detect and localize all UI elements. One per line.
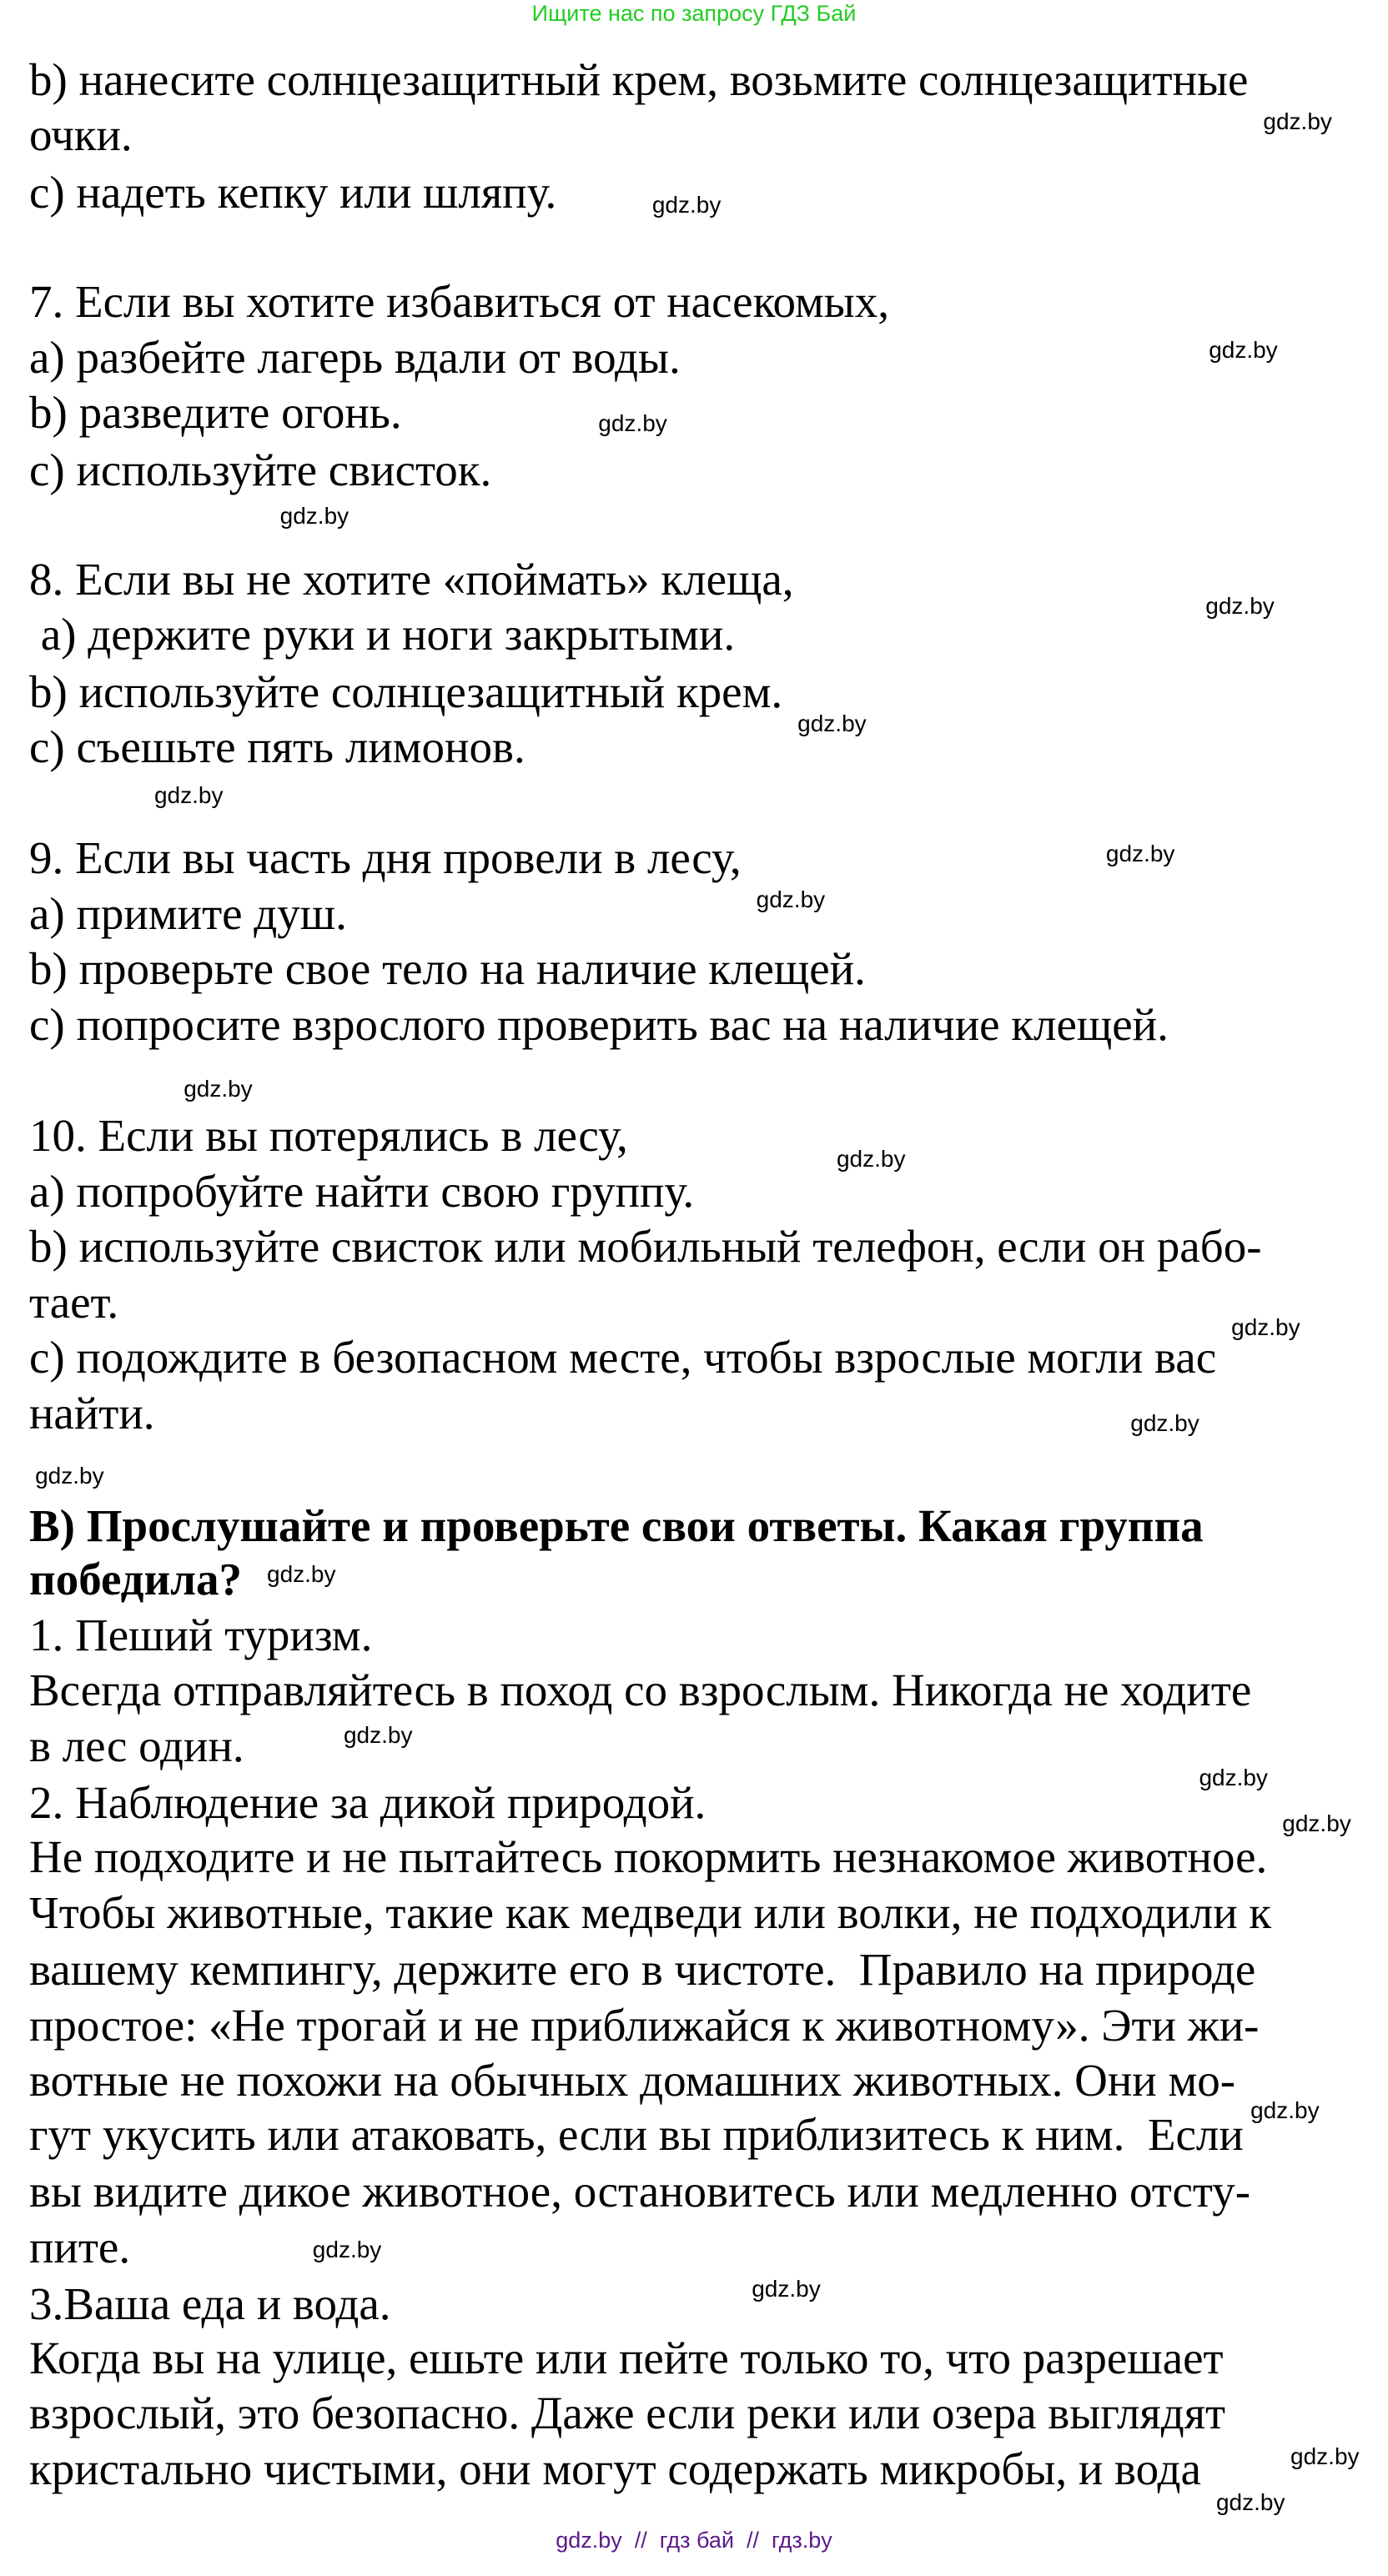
text-line: 10. Если вы потерялись в лесу, [29,1110,628,1162]
text-line: b) используйте свисток или мобильный телефон, если он рабо- [29,1221,1262,1273]
text-line: гут укусить или атаковать, если вы приблизитесь к ним. Если [29,2108,1244,2160]
text-line: a) держите руки и ноги закрытыми. [29,609,736,660]
text-line: c) съешьте пять лимонов. [29,721,526,773]
text-line: найти. [29,1387,155,1439]
text-line: 2. Наблюдение за дикой природой. [29,1777,707,1829]
watermark-text: gdz.by [1199,1765,1268,1791]
watermark-text: gdz.by [1282,1810,1351,1836]
text-line: Всегда отправляйтесь в поход со взрослым. Никогда не ходите [29,1665,1252,1716]
text-line: b) используйте солнцезащитный крем. [29,665,783,717]
text-line: Не подходите и не пытайтесь покормить незнакомое животное. [29,1831,1268,1883]
text-line: 8. Если вы не хотите «поймать» клеща, [29,553,794,605]
text-line: 3.Ваша еда и вода. [29,2278,391,2330]
text-line: c) подождите в безопасном месте, чтобы взрослые могли вас [29,1332,1217,1383]
watermark-text: gdz.by [756,886,826,913]
text-line: 9. Если вы часть дня провели в лесу, [29,832,742,884]
section-heading-line: B) Прослушайте и проверьте свои ответы. Какая группа [29,1499,1204,1551]
text-line: b) проверьте свое тело на наличие клещей. [29,943,866,995]
watermark-text: gdz.by [1250,2097,1320,2124]
watermark-text: gdz.by [1205,593,1275,619]
text-line: b) нанесите солнцезащитный крем, возьмите солнцезащитные [29,53,1249,105]
header-banner[interactable]: Ищите нас по запросу ГДЗ Бай [531,1,857,26]
text-line: в лес один. [29,1720,244,1771]
text-line: 1. Пеший туризм. [29,1609,373,1660]
watermark-text: gdz.by [1263,108,1332,134]
text-line: простое: «Не трогай и не приближайся к животному». Эти жи- [29,1999,1260,2051]
watermark-text: gdz.by [598,409,667,436]
text-line: пите. [29,2221,131,2272]
watermark-text: gdz.by [797,710,867,736]
watermark-text: gdz.by [343,1722,413,1749]
footer-banner[interactable]: gdz.by // гдз бай // гдз.by [556,2528,832,2553]
watermark-text: gdz.by [312,2236,382,2262]
watermark-text: gdz.by [1105,841,1175,867]
text-line: c) попросите взрослого проверить вас на наличие клещей. [29,998,1169,1050]
text-line: тает. [29,1276,119,1328]
text-line: вашему кемпингу, держите его в чистоте. Правило на природе [29,1944,1256,1996]
text-line: Когда вы на улице, ешьте или пейте только то, что разрешает [29,2332,1224,2383]
watermark-text: gdz.by [1215,2489,1285,2516]
text-line: a) попробуйте найти свою группу. [29,1165,695,1217]
section-heading-line: победила? [29,1554,243,1605]
text-line: a) примите душ. [29,887,347,939]
text-line: 7. Если вы хотите избавиться от насекомых, [29,276,889,327]
text-line: Чтобы животные, такие как медведи или волки, не подходили к [29,1886,1272,1938]
watermark-text: gdz.by [35,1463,104,1489]
text-line: вотные не похожи на обычных домашних животных. Они мо- [29,2055,1236,2106]
watermark-text: gdz.by [153,782,224,809]
watermark-text: gdz.by [279,503,350,530]
text-line: очки. [29,109,133,161]
watermark-text: gdz.by [836,1146,906,1173]
watermark-text: gdz.by [1209,336,1278,363]
text-line: c) надеть кепку или шляпу. [29,166,557,218]
watermark-text: gdz.by [1290,2443,1360,2470]
text-line: взрослый, это безопасно. Даже если реки или озера выглядят [29,2388,1226,2439]
text-line: c) используйте свисток. [29,444,492,495]
watermark-text: gdz.by [1231,1313,1300,1340]
text-line: b) разведите огонь. [29,387,402,439]
watermark-text: gdz.by [184,1076,253,1102]
watermark-text: gdz.by [1130,1410,1199,1437]
watermark-text: gdz.by [651,191,722,218]
text-line: a) разбейте лагерь вдали от воды. [29,331,681,383]
watermark-text: gdz.by [267,1560,336,1587]
watermark-text: gdz.by [752,2275,821,2302]
text-line: кристально чистыми, они могут содержать микробы, и вода [29,2443,1201,2494]
text-line: вы видите дикое животное, остановитесь или медленно отсту- [29,2166,1251,2217]
